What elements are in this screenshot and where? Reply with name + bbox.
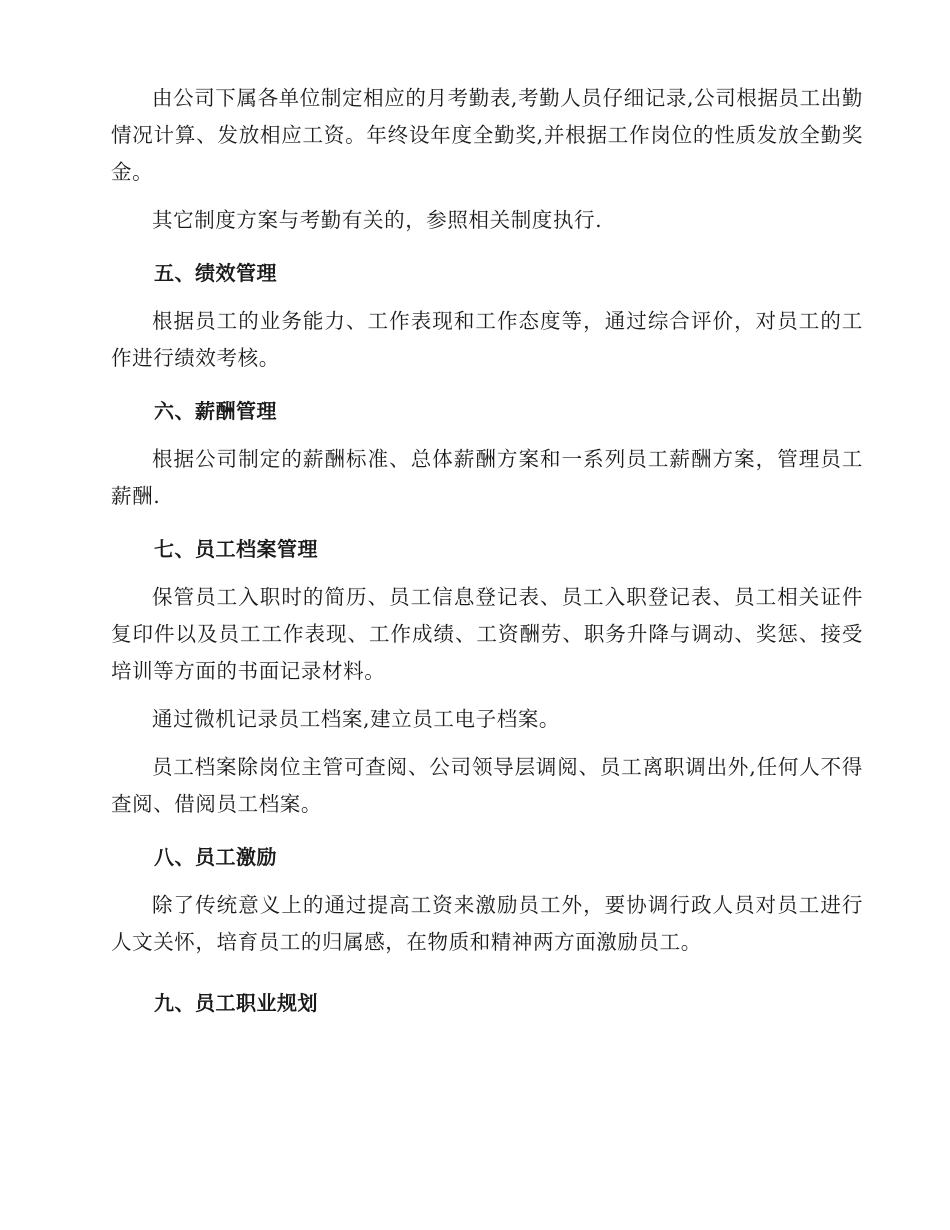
- heading-employee-records: 七、员工档案管理: [154, 537, 318, 561]
- paragraph-electronic-records: 通过微机记录员工档案,建立员工电子档案。: [152, 707, 561, 731]
- paragraph-attendance-records: 由公司下属各单位制定相应的月考勤表,考勤人员仔细记录,公司根据员工出勤情况计算、发放相应工资。年终设年度全勤奖,并根据工作岗位的性质发放全勤奖金。: [111, 86, 863, 184]
- heading-compensation-management: 六、薪酬管理: [154, 399, 277, 423]
- document-page: [111, 80, 863, 1022]
- paragraph-performance-management: 根据员工的业务能力、工作表现和工作态度等，通过综合评价，对员工的工作进行绩效考核。: [111, 309, 863, 370]
- heading-career-planning: 九、员工职业规划: [154, 991, 318, 1015]
- heading-employee-incentives: 八、员工激励: [154, 845, 277, 869]
- paragraph-other-attendance-rules: 其它制度方案与考勤有关的，参照相关制度执行.: [152, 208, 603, 232]
- paragraph-records-access: 员工档案除岗位主管可查阅、公司领导层调阅、员工离职调出外,任何人不得查阅、借阅员工档案。: [111, 755, 863, 816]
- paragraph-compensation-management: 根据公司制定的薪酬标准、总体薪酬方案和一系列员工薪酬方案，管理员工薪酬.: [111, 447, 863, 508]
- paragraph-records-storage: 保管员工入职时的简历、员工信息登记表、员工入职登记表、员工相关证件复印件以及员工工作表现、工作成绩、工资酬劳、职务升降与调动、奖惩、接受培训等方面的书面记录材料。: [111, 585, 863, 683]
- heading-performance-management: 五、绩效管理: [154, 261, 277, 285]
- paragraph-employee-incentives: 除了传统意义上的通过提高工资来激励员工外，要协调行政人员对员工进行人文关怀，培育员工的归属感，在物质和精神两方面激励员工。: [111, 893, 863, 954]
